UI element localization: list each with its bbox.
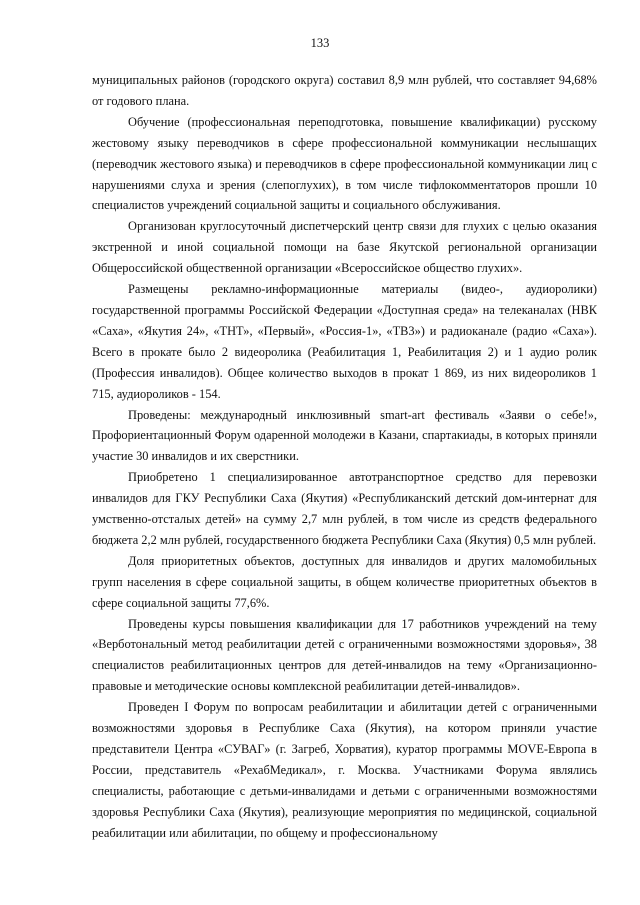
paragraph: Проведен I Форум по вопросам реабилитации и абилитации детей с ограниченными возможностями здоровья в Республике Саха (Якутия), на котором приняли участие представители Центра «СУВАГ» (г. Загреб, Хорватия), куратор программы MOVE-Европа в России, представитель «РехабМедикал», г. Москва. Участниками Форума являлись специалисты, работающие с детьми-инвалидами и детьми с ограниченными возможностями здоровья Республики Саха (Якутия), реализующие мероприятия по медицинской, социальной реабилитации или абилитации, по общему и профессиональному	[92, 700, 597, 840]
paragraph: Организован круглосуточный диспетчерский центр связи для глухих с целью оказания экстренной и иной социальной помощи на базе Якутской региональной организации Общероссийской общественной организации «Всероссийское общество глухих».	[92, 219, 597, 276]
paragraph: Приобретено 1 специализированное автотранспортное средство для перевозки инвалидов для ГКУ Республики Саха (Якутия) «Республиканский детский дом-интернат для умственно-отсталых детей» на сумму 2,7 млн рублей, в том числе из средств федерального бюджета 2,2 млн рублей, государственного бюджета Республики Саха (Якутия) 0,5 млн рублей.	[92, 470, 597, 547]
paragraph: Проведены курсы повышения квалификации для 17 работников учреждений на тему «Верботональный метод реабилитации детей с ограниченными возможностями здоровья», 38 специалистов реабилитационных центров для детей-инвалидов на тему «Организационно-правовые и методические основы комплексной реабилитации детей-инвалидов».	[92, 616, 597, 694]
page-number: 133	[310, 36, 330, 50]
paragraph: Проведены: международный инклюзивный smart-art фестиваль «Заяви о себе!», Профориентационный Форум одаренной молодежи в Казани, спартакиады, в которых приняли участие 30 инвалидов и их сверстники.	[92, 407, 597, 464]
paragraph: Размещены рекламно-информационные материалы (видео-, аудиоролики) государственной программы Российской Федерации «Доступная среда» на телеканалах (НВК «Саха», «Якутия 24», «ТНТ», «Первый», «Россия-1», «ТВ3») и радиоканале (радио «Саха»). Всего в прокате было 2 видеоролика (Реабилитация 1, Реабилитация 2) и 1 аудио ролик (Профессия инвалидов). Общее количество выходов в прокат 1 869, из них видеороликов 1 715, аудиороликов - 154.	[92, 282, 597, 401]
paragraph: Обучение (профессиональная переподготовка, повышение квалификации) русскому жестовому языку переводчиков в сфере профессиональной коммуникации неслышащих (переводчик жестового языка) и переводчиков в сфере профессиональной коммуникации лиц с нарушениями слуха и зрения (слепоглухих), в том числе тифлокомментаторов прошли 10 специалистов учреждений социальной защиты и социального обслуживания.	[92, 114, 597, 213]
paragraph: Доля приоритетных объектов, доступных для инвалидов и других маломобильных групп населения в сфере социальной защиты, в общем количестве приоритетных объектов в сфере социальной защиты 77,6%.	[92, 553, 597, 610]
body-text	[92, 70, 597, 844]
paragraph: муниципальных районов (городского округа) составил 8,9 млн рублей, что составляет 94,68% от годового плана.	[92, 73, 597, 108]
